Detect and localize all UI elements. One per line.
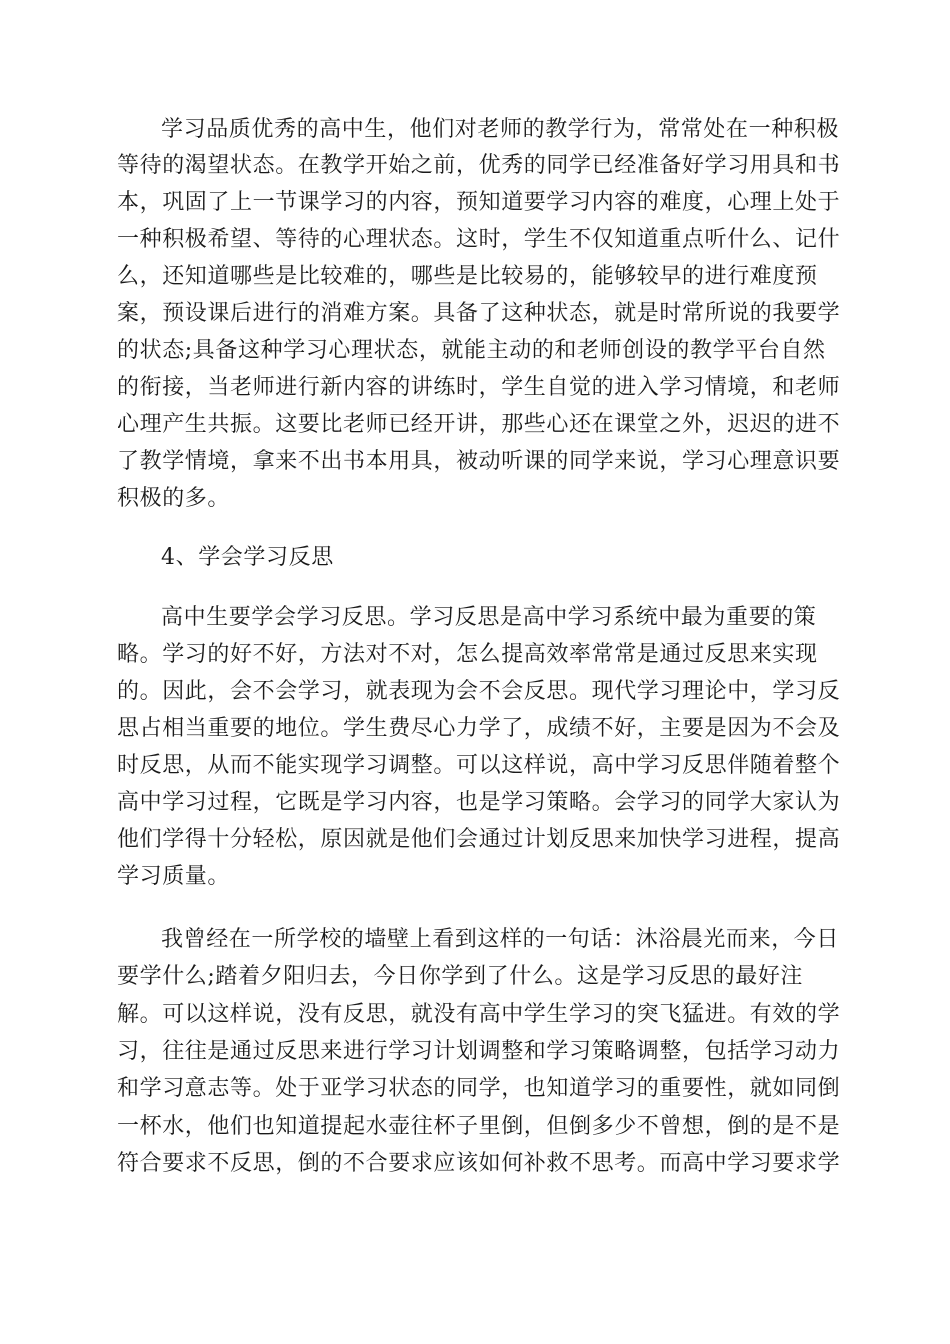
paragraph-line: 时反思，从而不能实现学习调整。可以这样说，高中学习反思伴随着整个 (117, 753, 841, 778)
paragraph-line: 一杯水，他们也知道提起水壶往杯子里倒，但倒多少不曾想，倒的是不是 (117, 1114, 841, 1139)
paragraph-line: 么，还知道哪些是比较难的，哪些是比较易的，能够较早的进行难度预 (117, 264, 818, 289)
paragraph-line: 案，预设课后进行的消难方案。具备了这种状态，就是时常所说的我要学 (117, 301, 841, 326)
paragraph-line: 的。因此，会不会学习，就表现为会不会反思。现代学习理论中，学习反 (117, 679, 841, 704)
paragraph-line: 心理产生共振。这要比老师已经开讲，那些心还在课堂之外，迟迟的进不 (117, 412, 841, 437)
paragraph-line: 本，巩固了上一节课学习的内容，预知道要学习内容的难度，心理上处于 (117, 190, 841, 215)
paragraph-line: 高中学习过程，它既是学习内容，也是学习策略。会学习的同学大家认为 (117, 790, 841, 815)
paragraph-line: 的衔接，当老师进行新内容的讲练时，学生自觉的进入学习情境，和老师 (117, 375, 841, 400)
paragraph-line: 学习品质优秀的高中生，他们对老师的教学行为，常常处在一种积极 (161, 117, 840, 142)
paragraph-line: 习，往往是通过反思来进行学习计划调整和学习策略调整，包括学习动力 (117, 1039, 841, 1064)
paragraph-line: 的状态;具备这种学习心理状态，就能主动的和老师创设的教学平台自然 (117, 338, 826, 363)
section-heading-text: 4、学会学习反思 (161, 545, 334, 570)
paragraph-line: 要学什么;踏着夕阳归去，今日你学到了什么。这是学习反思的最好注 (117, 964, 804, 989)
paragraph-line: 等待的渴望状态。在教学开始之前，优秀的同学已经准备好学习用具和书 (117, 153, 841, 178)
paragraph-line: 思占相当重要的地位。学生费尽心力学了，成绩不好，主要是因为不会及 (117, 716, 841, 741)
paragraph-line: 学习质量。 (117, 864, 231, 889)
paragraph-line: 积极的多。 (117, 486, 231, 511)
paragraph-line: 了教学情境，拿来不出书本用具，被动听课的同学来说，学习心理意识要 (117, 449, 841, 474)
paragraph-line: 解。可以这样说，没有反思，就没有高中学生学习的突飞猛进。有效的学 (117, 1002, 841, 1027)
paragraph-line: 略。学习的好不好，方法对不对，怎么提高效率常常是通过反思来实现 (117, 642, 818, 667)
paragraph-line: 他们学得十分轻松，原因就是他们会通过计划反思来加快学习进程，提高 (117, 827, 841, 852)
paragraph-line: 符合要求不反思，倒的不合要求应该如何补救不思考。而高中学习要求学 (117, 1151, 841, 1176)
paragraph-line: 和学习意志等。处于亚学习状态的同学，也知道学习的重要性，就如同倒 (117, 1076, 841, 1101)
paragraph-line: 我曾经在一所学校的墙壁上看到这样的一句话：沐浴晨光而来，今日 (161, 927, 840, 952)
paragraph-line: 高中生要学会学习反思。学习反思是高中学习系统中最为重要的策 (161, 605, 817, 630)
paragraph-line: 一种积极希望、等待的心理状态。这时，学生不仅知道重点听什么、记什 (117, 227, 841, 252)
